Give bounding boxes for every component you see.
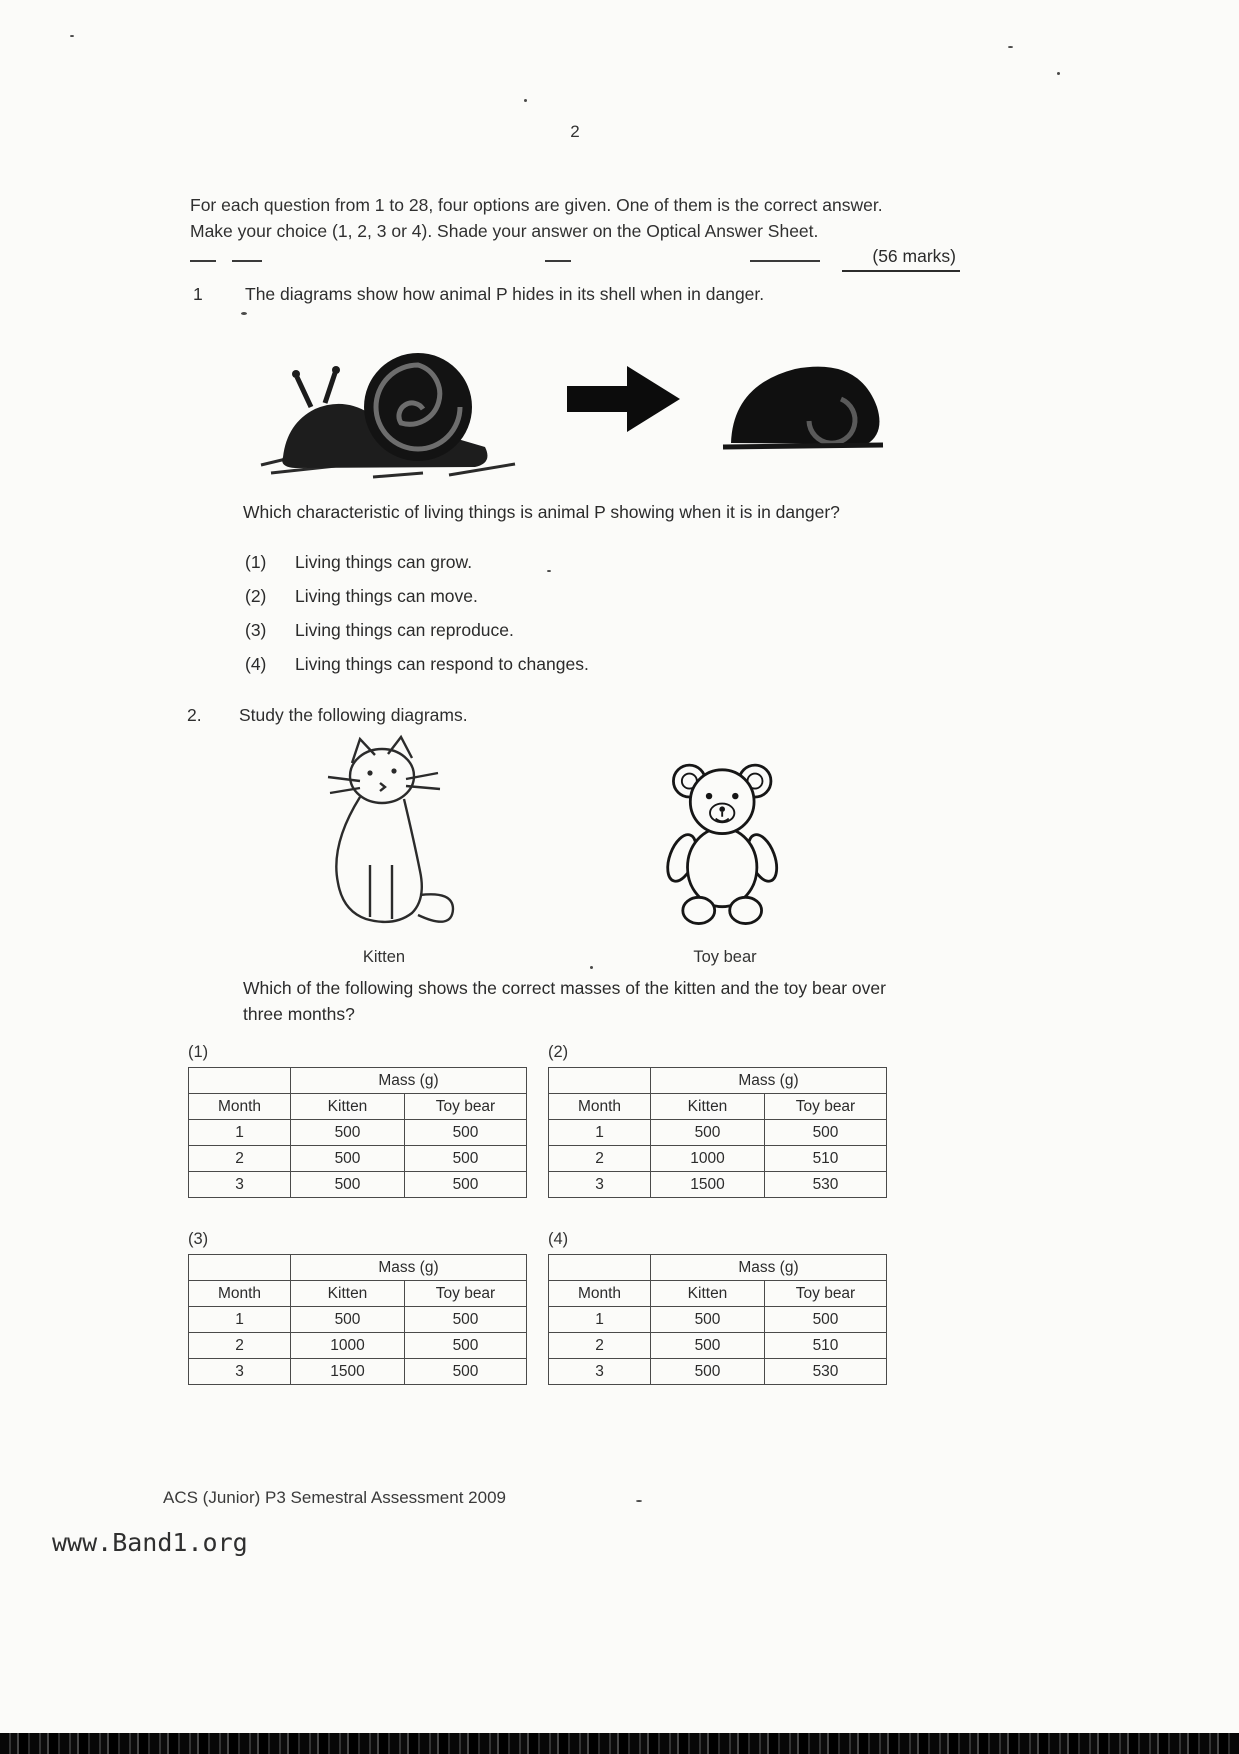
answer-table-2 xyxy=(548,1043,908,1198)
table-cell: 3 xyxy=(549,1172,651,1198)
answer-table-4 xyxy=(548,1230,908,1385)
toy-bear-figure-block xyxy=(650,751,800,967)
table-cell: 1 xyxy=(549,1307,651,1333)
option-3 xyxy=(245,619,945,641)
kitten-caption: Kitten xyxy=(362,948,406,966)
scan-dash xyxy=(190,260,216,262)
teddy-bear-figure xyxy=(650,751,800,938)
table-cell: 500 xyxy=(765,1120,887,1146)
column-header: Month xyxy=(189,1094,291,1120)
column-header: Kitten xyxy=(651,1281,765,1307)
mass-table-1 xyxy=(188,1067,527,1198)
table-cell: 530 xyxy=(765,1172,887,1198)
table-cell: 2 xyxy=(189,1333,291,1359)
table-cell: 530 xyxy=(765,1359,887,1385)
scan-dash xyxy=(232,260,262,262)
mass-table-3 xyxy=(188,1254,527,1385)
question-2-figure xyxy=(300,733,800,967)
table-cell: 1500 xyxy=(651,1172,765,1198)
kitten-figure xyxy=(300,733,468,938)
mass-header-cell: Mass (g) xyxy=(651,1255,887,1281)
table-cell: 2 xyxy=(189,1146,291,1172)
marks-row xyxy=(190,246,960,270)
snail-extended-figure xyxy=(253,315,533,488)
table-2-label: (2) xyxy=(548,1043,569,1061)
table-cell: 1000 xyxy=(651,1146,765,1172)
option-1-label: (1) xyxy=(245,552,267,572)
column-header: Month xyxy=(549,1281,651,1307)
option-3-text: Living things can reproduce. xyxy=(295,620,514,640)
table-cell: 500 xyxy=(651,1333,765,1359)
table-1-label: (1) xyxy=(188,1043,209,1061)
question-1-prompt: Which characteristic of living things is animal P showing when it is in danger? xyxy=(243,502,840,522)
instruction-line-2: Make your choice (1, 2, 3 or 4). Shade your answer on the Optical Answer Sheet. xyxy=(190,221,819,242)
arrow-right-icon xyxy=(567,359,685,444)
table-cell: 500 xyxy=(405,1333,527,1359)
table-cell xyxy=(189,1255,291,1281)
table-cell xyxy=(549,1068,651,1094)
toy-bear-caption: Toy bear xyxy=(693,948,757,966)
table-cell: 1 xyxy=(189,1120,291,1146)
mass-table-2 xyxy=(548,1067,887,1198)
column-header: Month xyxy=(549,1094,651,1120)
option-1-text: Living things can grow. xyxy=(295,552,473,572)
table-cell xyxy=(189,1068,291,1094)
table-cell: 500 xyxy=(405,1146,527,1172)
page-number: 2 xyxy=(570,122,580,141)
table-cell: 510 xyxy=(765,1333,887,1359)
column-header: Toy bear xyxy=(405,1094,527,1120)
scan-artifact xyxy=(1008,46,1013,48)
answer-table-1 xyxy=(188,1043,548,1198)
mass-header-cell: Mass (g) xyxy=(651,1068,887,1094)
option-4-label: (4) xyxy=(245,654,267,674)
question-1-text: The diagrams show how animal P hides in its shell when in danger. xyxy=(245,284,765,304)
table-cell: 500 xyxy=(291,1307,405,1333)
mass-table-4 xyxy=(548,1254,887,1385)
table-cell: 500 xyxy=(405,1307,527,1333)
option-4-text: Living things can respond to changes. xyxy=(295,654,589,674)
answer-table-3 xyxy=(188,1230,548,1385)
option-2 xyxy=(245,585,945,607)
option-3-label: (3) xyxy=(245,620,267,640)
exam-footer: ACS (Junior) P3 Semestral Assessment 2009 xyxy=(163,1488,506,1507)
snail-hidden-figure xyxy=(719,339,887,464)
table-cell: 500 xyxy=(405,1359,527,1385)
table-cell: 510 xyxy=(765,1146,887,1172)
table-cell: 500 xyxy=(405,1172,527,1198)
question-2-prompt: Which of the following shows the correct masses of the kitten and the toy bear over three months? xyxy=(243,978,886,1025)
question-1-number: 1 xyxy=(193,284,203,304)
instruction-line-1: For each question from 1 to 28, four options are given. One of them is the correct answer. xyxy=(190,195,883,215)
table-cell: 500 xyxy=(765,1307,887,1333)
scan-dash xyxy=(545,260,571,262)
table-cell: 1 xyxy=(189,1307,291,1333)
column-header: Toy bear xyxy=(405,1281,527,1307)
table-cell xyxy=(549,1255,651,1281)
table-cell: 3 xyxy=(189,1172,291,1198)
scan-dash xyxy=(750,260,820,262)
table-4-label: (4) xyxy=(548,1230,569,1248)
question-1 xyxy=(193,284,973,305)
table-cell: 3 xyxy=(549,1359,651,1385)
question-1-figure xyxy=(230,315,910,488)
table-cell: 500 xyxy=(291,1146,405,1172)
question-1-options xyxy=(245,551,945,687)
mass-header-cell: Mass (g) xyxy=(291,1255,527,1281)
column-header: Kitten xyxy=(291,1281,405,1307)
table-cell: 1000 xyxy=(291,1333,405,1359)
table-cell: 500 xyxy=(291,1172,405,1198)
table-cell: 1 xyxy=(549,1120,651,1146)
option-1 xyxy=(245,551,945,573)
table-cell: 3 xyxy=(189,1359,291,1385)
watermark-url: www.Band1.org xyxy=(52,1528,248,1557)
table-cell: 500 xyxy=(651,1307,765,1333)
table-cell: 500 xyxy=(291,1120,405,1146)
column-header: Toy bear xyxy=(765,1281,887,1307)
question-2-number: 2. xyxy=(187,705,202,725)
column-header: Toy bear xyxy=(765,1094,887,1120)
option-2-label: (2) xyxy=(245,586,267,606)
scan-noise-band xyxy=(0,1733,1239,1754)
scan-artifact xyxy=(1057,72,1060,75)
marks-label: (56 marks) xyxy=(842,246,960,272)
scan-artifact xyxy=(636,1500,642,1502)
column-header: Kitten xyxy=(291,1094,405,1120)
kitten-figure-block xyxy=(300,733,468,967)
option-4 xyxy=(245,653,945,675)
table-cell: 2 xyxy=(549,1333,651,1359)
question-2-text: Study the following diagrams. xyxy=(239,705,468,725)
column-header: Month xyxy=(189,1281,291,1307)
question-2 xyxy=(187,705,967,726)
option-2-text: Living things can move. xyxy=(295,586,478,606)
scan-artifact xyxy=(70,35,74,37)
exam-instructions xyxy=(190,192,970,245)
table-cell: 2 xyxy=(549,1146,651,1172)
scan-artifact xyxy=(524,99,527,102)
mass-header-cell: Mass (g) xyxy=(291,1068,527,1094)
table-cell: 500 xyxy=(405,1120,527,1146)
table-cell: 1500 xyxy=(291,1359,405,1385)
table-cell: 500 xyxy=(651,1120,765,1146)
table-cell: 500 xyxy=(651,1359,765,1385)
table-3-label: (3) xyxy=(188,1230,209,1248)
column-header: Kitten xyxy=(651,1094,765,1120)
